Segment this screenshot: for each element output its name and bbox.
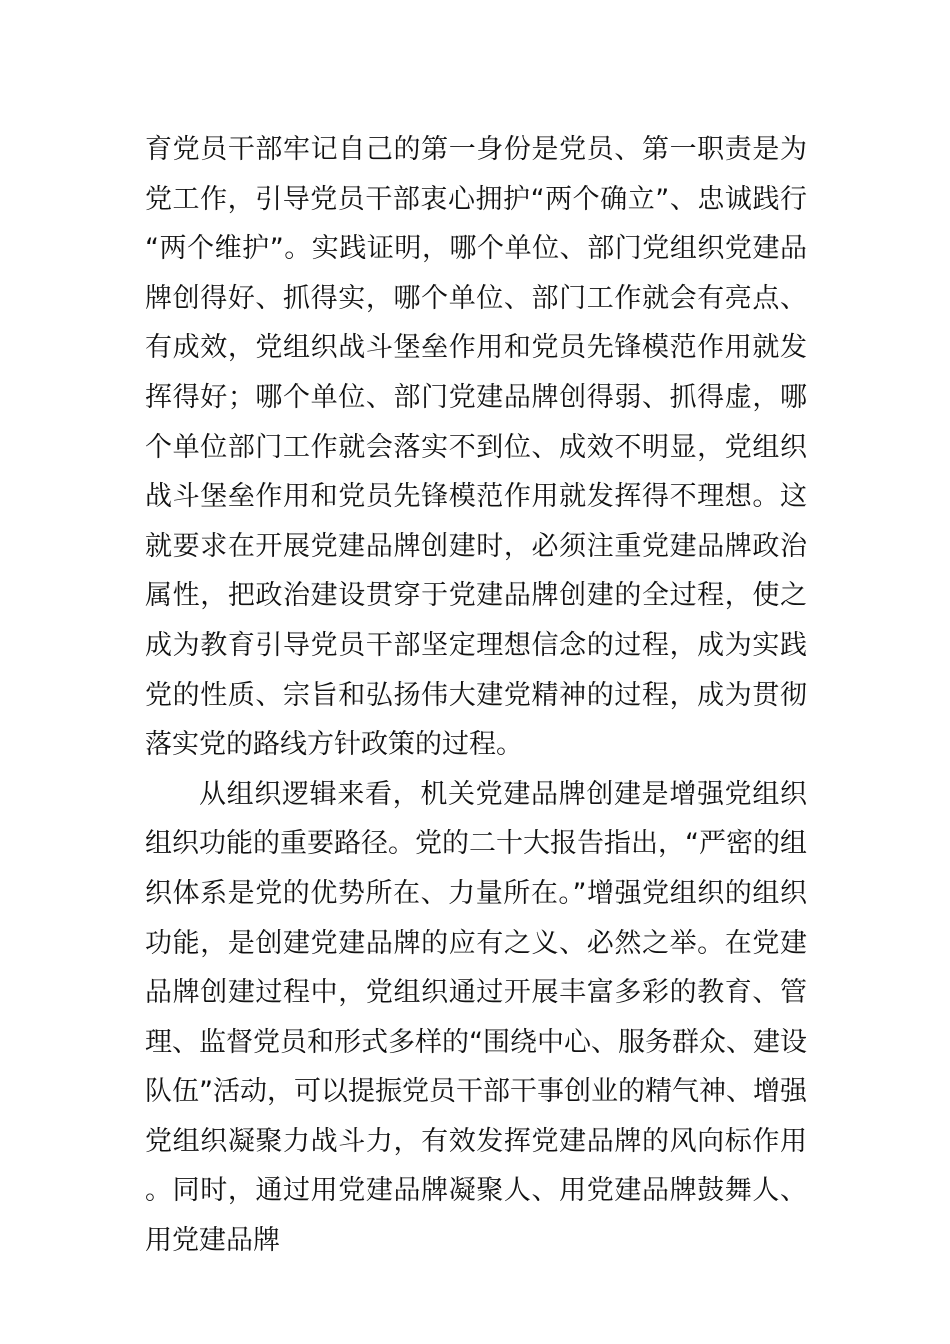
paragraph-1: 育党员干部牢记自己的第一身份是党员、第一职责是为党工作，引导党员干部衷心拥护“两个确立”、忠诚践行“两个维护”。实践证明，哪个单位、部门党组织党建品牌创得好、抓得实，哪个单位、部门工作就会有亮点、有成效，党组织战斗堡垒作用和党员先锋模范作用就发挥得好；哪个单位、部门党建品牌创得弱、抓得虚，哪个单位部门工作就会落实不到位、成效不明显，党组织战斗堡垒作用和党员先锋模范作用就发挥得不理想。这就要求在开展党建品牌创建时，必须注重党建品牌政治属性，把政治建设贯穿于党建品牌创建的全过程，使之成为教育引导党员干部坚定理想信念的过程，成为实践党的性质、宗旨和弘扬伟大建党精神的过程，成为贯彻落实党的路线方针政策的过程。 (145, 134, 807, 761)
paragraph-2: 从组织逻辑来看，机关党建品牌创建是增强党组织组织功能的重要路径。党的二十大报告指出，“严密的组织体系是党的优势所在、力量所在。”增强党组织的组织功能，是创建党建品牌的应有之义、必然之举。在党建品牌创建过程中，党组织通过开展丰富多彩的教育、管理、监督党员和形式多样的“围绕中心、服务群众、建设队伍”活动，可以提振党员干部干事创业的精气神、增强党组织凝聚力战斗力，有效发挥党建品牌的风向标作用。同时，通过用党建品牌凝聚人、用党建品牌鼓舞人、用党建品牌 (145, 778, 807, 1257)
document-body (145, 125, 807, 1266)
